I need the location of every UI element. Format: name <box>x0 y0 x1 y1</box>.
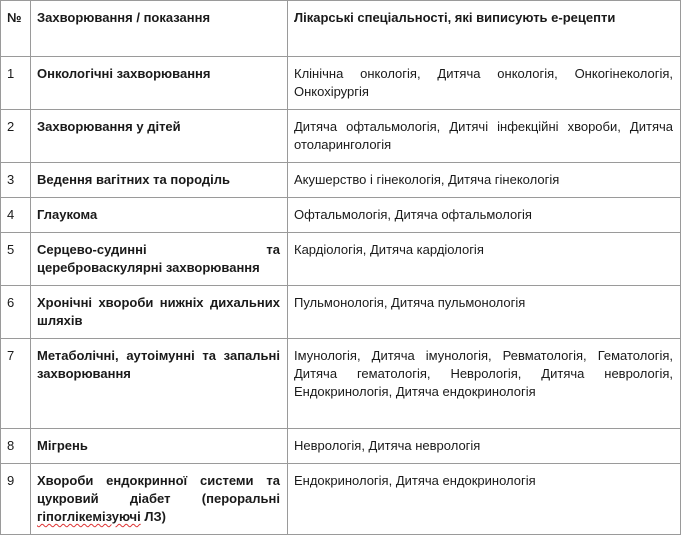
row-num: 2 <box>1 110 31 163</box>
row-specialties: Кардіологія, Дитяча кардіологія <box>288 233 681 286</box>
row-num: 3 <box>1 163 31 198</box>
row-specialties: Акушерство і гінекологія, Дитяча гінекологія <box>288 163 681 198</box>
header-num: № <box>1 1 31 57</box>
row-specialties: Офтальмологія, Дитяча офтальмологія <box>288 198 681 233</box>
table-row <box>1 233 681 286</box>
row-specialties: Неврологія, Дитяча неврологія <box>288 429 681 464</box>
table-header-row <box>1 1 681 57</box>
row-specialties: Імунологія, Дитяча імунологія, Ревматологія, Гематологія, Дитяча гематологія, Неврологія, Дитяча неврологія, Ендокринологія, Дитяча ендокринологія <box>288 339 681 429</box>
header-specialties: Лікарські спеціальності, які виписують е-рецепти <box>288 1 681 57</box>
row-specialties: Клінічна онкологія, Дитяча онкологія, Онкогінекологія, Онкохірургія <box>288 57 681 110</box>
table-row <box>1 57 681 110</box>
row-num: 9 <box>1 464 31 535</box>
row-disease: Ведення вагітних та породіль <box>31 163 288 198</box>
header-disease: Захворювання / показання <box>31 1 288 57</box>
disease-text: Хвороби ендокринної системи та цукровий діабет (пероральні <box>37 473 280 506</box>
row-num: 1 <box>1 57 31 110</box>
table-row <box>1 464 681 535</box>
row-num: 7 <box>1 339 31 429</box>
row-specialties: Пульмонологія, Дитяча пульмонологія <box>288 286 681 339</box>
row-disease: Захворювання у дітей <box>31 110 288 163</box>
row-num: 6 <box>1 286 31 339</box>
disease-text-tail: ЛЗ) <box>140 509 166 524</box>
row-disease <box>31 464 288 535</box>
row-disease: Мігрень <box>31 429 288 464</box>
table-row <box>1 198 681 233</box>
row-disease: Хронічні хвороби нижніх дихальних шляхів <box>31 286 288 339</box>
spellcheck-flagged-word: гіпоглікемізуючі <box>37 509 141 524</box>
row-num: 8 <box>1 429 31 464</box>
table-row <box>1 339 681 429</box>
table-row <box>1 163 681 198</box>
row-disease: Глаукома <box>31 198 288 233</box>
row-num: 4 <box>1 198 31 233</box>
row-specialties: Дитяча офтальмологія, Дитячі інфекційні хвороби, Дитяча отоларингологія <box>288 110 681 163</box>
table-row <box>1 110 681 163</box>
row-disease: Онкологічні захворювання <box>31 57 288 110</box>
row-num: 5 <box>1 233 31 286</box>
row-disease: Серцево-судинні та цереброваскулярні захворювання <box>31 233 288 286</box>
row-specialties: Ендокринологія, Дитяча ендокринологія <box>288 464 681 535</box>
table-row <box>1 429 681 464</box>
table-row <box>1 286 681 339</box>
row-disease: Метаболічні, аутоімунні та запальні захворювання <box>31 339 288 429</box>
